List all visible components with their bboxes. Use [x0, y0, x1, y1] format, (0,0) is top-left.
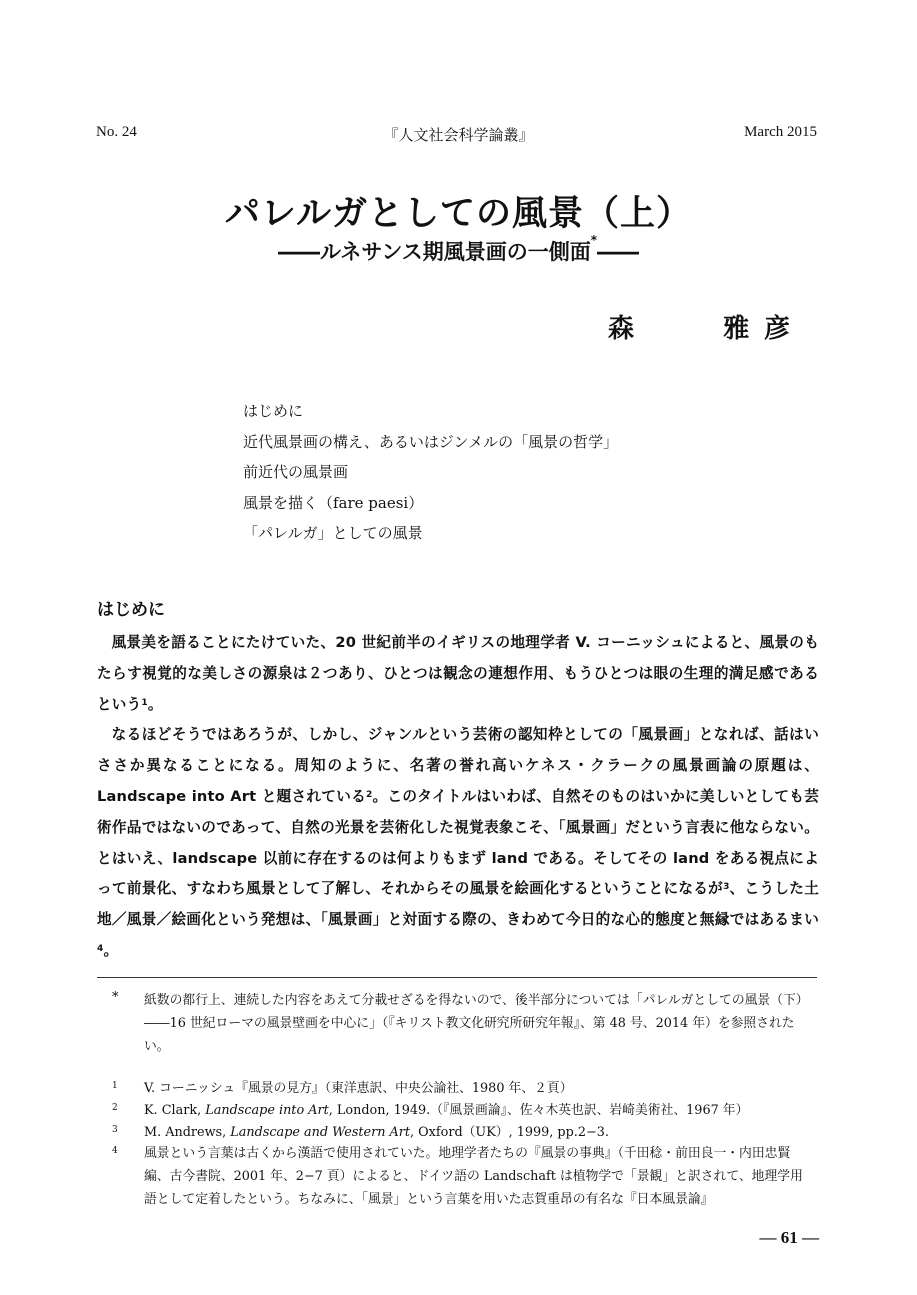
footnote-mark: * — [112, 990, 119, 1005]
book-title: Landscape and Western Art — [230, 1125, 411, 1140]
footnote-ref[interactable]: 3 — [723, 882, 730, 893]
author-name — [608, 308, 790, 345]
footnote-text-part: K. Clark, — [144, 1103, 206, 1118]
toc-item: 近代風景画の構え、あるいはジンメルの「風景の哲学」 — [243, 432, 619, 451]
table-of-contents — [243, 396, 618, 549]
footnote-text-part: , London, 1949.（『風景画論』、佐々木英也訳、岩崎美術社、1967 年） — [328, 1103, 749, 1118]
author-char: 雅 — [723, 314, 750, 344]
paragraph-text: 。 — [103, 941, 119, 959]
footnote-text: 風景という言葉は古くから漢語で使用されていた。地理学者たちの『風景の事典』（千田稔・前田良一・内田忠賢編、古今書院、2001 年、2−7 頁）によると、ドイツ語の Landschaft は植物学で「景観」と訳されて、地理学用語として定着したという。ちなみに、「風景」という言葉を用いた志賀重昂の有名な『日本風景論』 — [144, 1146, 803, 1207]
body-text — [97, 628, 819, 967]
footnote-ref[interactable]: 4 — [97, 943, 104, 954]
paragraph-text: なるほどそうではあろうが、しかし、ジャンルという芸術の認知枠としての「風景画」となれば、話はいささか異なることになる。周知のように、名著の誉れ高いケネス・クラークの風景画論の原題は、Landscape into Art と題されている — [97, 726, 819, 805]
article-subtitle — [0, 233, 917, 266]
paragraph — [97, 720, 819, 966]
toc-item: 前近代の風景画 — [243, 463, 349, 481]
footnote-text — [144, 1121, 804, 1144]
footnote — [112, 1077, 812, 1101]
footnote-text-part: , Oxford（UK）, 1999, pp.2−3. — [410, 1125, 609, 1140]
toc-item: はじめに — [243, 402, 304, 420]
footnote-ref[interactable]: 2 — [365, 789, 373, 800]
footnote-mark: 1 — [112, 1081, 118, 1091]
footnote-text: V. コーニッシュ『風景の見方』（東洋恵訳、中央公論社、1980 年、２頁） — [144, 1081, 573, 1096]
paragraph-text: 風景美を語ることにたけていた、20 世紀前半のイギリスの地理学者 V. コーニッシュによると、風景のもたらす視覚的な美しさの源泉は２つあり、ひとつは観念の連想作用、もうひとつは眼の生理的満足感であるという — [97, 634, 819, 713]
footnote-text: 紙数の都行上、連続した内容をあえて分載せざるを得ないので、後半部分については「パレルガとしての風景（下）――16 世紀ローマの風景壁画を中心に」（『キリスト教文化研究所研究年報』、第 48 号、2014 年）を参照されたい。 — [144, 993, 803, 1054]
footnote-text-part: M. Andrews, — [144, 1125, 231, 1140]
toc-item: 風景を描く（fare paesi） — [243, 493, 424, 512]
subtitle-footnote-mark: * — [590, 233, 597, 247]
footnote-mark: 4 — [112, 1146, 118, 1156]
issue-number: No. 24 — [96, 124, 137, 140]
footnote-ref[interactable]: 1 — [141, 697, 148, 708]
footnote — [112, 1099, 812, 1123]
footnote-text — [144, 1099, 804, 1122]
article-title: パレルガとしての風景（上） — [224, 194, 693, 234]
footnote — [112, 989, 812, 1059]
paragraph-text: 。 — [147, 695, 163, 713]
footnote-mark: 3 — [112, 1125, 118, 1135]
page-number: ― 61 ― — [759, 1228, 819, 1247]
footnote-mark: 2 — [112, 1103, 118, 1113]
section-heading: はじめに — [97, 600, 165, 620]
issue-date: March 2015 — [744, 124, 817, 140]
toc-item: 「パレルガ」としての風景 — [243, 524, 423, 542]
footnote-divider — [97, 977, 817, 978]
paragraph-text: 、こうした土地／風景／絵画化という発想は、「風景画」と対面する際の、きわめて今日的な心的態度と無縁ではあるまい — [97, 880, 820, 929]
journal-name: 『人文社会科学論叢』 — [383, 128, 534, 144]
author-char: 森 — [608, 314, 635, 344]
author-char: 彦 — [763, 314, 790, 344]
subtitle-text: ――ルネサンス期風景画の一側面 — [278, 240, 591, 264]
paragraph — [97, 628, 819, 720]
subtitle-dash: ―― — [596, 240, 639, 264]
book-title: Landscape into Art — [205, 1103, 329, 1118]
paragraph-text: 。このタイトルはいわば、自然そのものはいかに美しいとしても芸術作品ではないのであって、自然の光景を芸術化した視覚表象こそ、「風景画」だという言表に他ならない。とはいえ、landscape 以前に存在するのは何よりもまず land である。そしてその land をある視点によって前景化、すなわち風景として了解し、それからその風景を絵画化するということになるが — [97, 787, 819, 898]
footnote — [112, 1142, 812, 1212]
